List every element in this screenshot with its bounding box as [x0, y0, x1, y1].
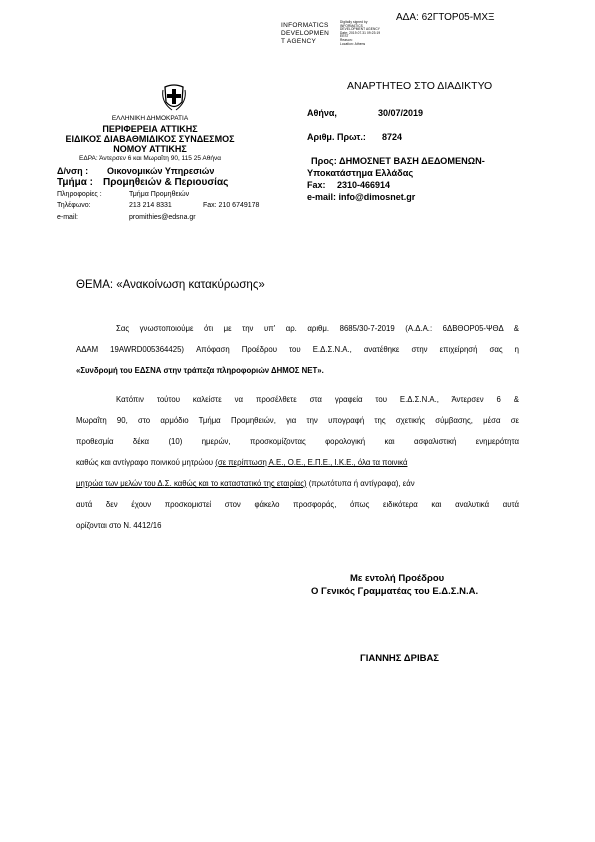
phone-label: Τηλέφωνο: [57, 202, 91, 209]
body-line: Σας γνωστοποιούμε ότι με την υπ' αρ. αριθμ. 8685/30-7-2019 (Α.Δ.Α.: 6ΔΒΘΟΡ05-ΨΘΔ & [116, 324, 519, 333]
email-row [57, 214, 196, 221]
body-line: ορίζονται στο Ν. 4412/16 [76, 521, 162, 530]
signature-detail-line: Reason: [340, 37, 353, 42]
ida-signature-label [281, 22, 329, 46]
organization-name: ΕΙΔΙΚΟΣ ΔΙΑΒΑΘΜΙΔΙΚΟΣ ΣΥΝΔΕΣΜΟΣ [65, 134, 235, 144]
department-label: Τμήμα : [57, 177, 93, 188]
recipient-branch: Υποκατάστημα Ελλάδας [307, 168, 414, 178]
body-line-bold: «Συνδρομή του ΕΔΣΝΑ στην τράπεζα πληροφοριών ΔΗΜΟΣ ΝΕΤ». [76, 366, 324, 375]
protocol-value: 8724 [382, 132, 403, 142]
directorate-value: Οικονομικών Υπηρεσιών [107, 166, 215, 176]
directorate-label: Δ/νση : [57, 166, 89, 176]
body-line: προθεσμία δέκα (10) ημερών, προσκομίζοντας φορολογική και ασφαλιστική ενημερότητα [76, 437, 519, 446]
date-row [307, 108, 424, 118]
recipient-fax-row [307, 180, 391, 190]
department-value: Προμηθειών & Περιουσίας [103, 177, 229, 188]
body-line [76, 452, 519, 473]
recipient-email: e-mail: info@dimosnet.gr [307, 192, 416, 202]
directorate-row [57, 166, 215, 176]
ada-code: ΑΔΑ: 62ΓΤΟΡ05-ΜΧΞ [396, 12, 495, 23]
digital-signature-details [340, 21, 380, 46]
body-text-span: καθώς και αντίγραφο ποινικού μητρώου [76, 458, 216, 467]
info-row [57, 191, 190, 198]
signature-detail-line: Digitally signed by [340, 20, 368, 24]
recipient-fax-label: Fax: [307, 180, 326, 190]
sender-fax: Fax: 210 6749178 [203, 202, 260, 209]
body-line: Μωραΐτη 90, στο αρμόδιο Τμήμα Προμηθειών, για την υπογραφή της σχετικής σύμβασης, μέσα σε [76, 416, 519, 425]
department-row [57, 177, 229, 188]
body-text-span: (πρωτότυπα ή αντίγραφα), εάν [306, 479, 415, 488]
ida-line: DEVELOPMEN [281, 30, 330, 37]
date-label: Αθήνα, [307, 108, 337, 118]
info-label: Πληροφορίες : [57, 191, 102, 198]
region-label: ΠΕΡΙΦΕΡΕΙΑ ΑΤΤΙΚΗΣ [102, 124, 198, 134]
recipient-fax-value: 2310-466914 [337, 180, 391, 190]
email-label: e-mail: [57, 214, 79, 221]
protocol-label: Αριθμ. Πρωτ.: [307, 132, 366, 142]
body-underlined-span: μητρώα των μελών του Δ.Σ. καθώς και το καταστατικό της εταιρίας) [76, 479, 307, 488]
email-value: promithies@edsna.gr [129, 214, 196, 221]
subject-line: ΘΕΜΑ: «Ανακοίνωση κατακύρωσης» [76, 279, 265, 291]
signature-title: Ο Γενικός Γραμματέας του Ε.Δ.Σ.Ν.Α. [311, 586, 479, 597]
signature-detail-line: Date: 2019.07.31 09:23:19 [340, 30, 381, 35]
signature-name: ΓΙΑΝΝΗΣ ΔΡΙΒΑΣ [360, 653, 440, 664]
body-line: Κατόπιν τούτου καλείστε να προσέλθετε στα γραφεία του Ε.Δ.Σ.Ν.Α., Άντερσεν 6 & [116, 395, 519, 404]
signature-detail-line: Location: Athens [340, 41, 366, 46]
body-line: ΑΔΑΜ 19AWRD005364425) Απόφαση Προέδρου του Ε.Δ.Σ.Ν.Α., ανατέθηκε στην επιχείρησή σας η [76, 345, 519, 354]
paragraph-1 [76, 318, 519, 381]
nomos-label: ΝΟΜΟΥ ΑΤΤΙΚΗΣ [113, 144, 187, 154]
paragraph-2 [76, 389, 519, 536]
ida-line: T AGENCY [281, 38, 317, 45]
recipient-line: Προς: ΔΗΜΟΣΝΕΤ ΒΑΣΗ ΔΕΔΟΜΕΝΩΝ- [311, 156, 485, 166]
republic-label: ΕΛΛΗΝΙΚΗ ΔΗΜΟΚΡΑΤΙΑ [111, 115, 189, 122]
date-value: 30/07/2019 [378, 108, 424, 118]
signature-detail-line: EEST [340, 34, 349, 39]
body-line [76, 473, 519, 494]
signature-detail-line: INFORMATICS [340, 23, 363, 28]
protocol-row [307, 132, 403, 142]
signature-detail-line: DEVELOPMENT AGENCY [340, 27, 381, 32]
body-underlined-span: (σε περίπτωση Α.Ε., Ο.Ε., Ε.Π.Ε., Ι.Κ.Ε., όλα τα ποινικά [215, 458, 408, 467]
greek-emblem-icon [162, 84, 186, 112]
ida-line: INFORMATICS [281, 22, 329, 29]
posting-note: ΑΝΑΡΤΗΤΕΟ ΣΤΟ ΔΙΑΔΙΚΤΥΟ [347, 80, 493, 92]
info-value: Τμήμα Προμηθειών [129, 191, 190, 198]
signature-order: Με εντολή Προέδρου [350, 573, 445, 584]
phone-row [57, 202, 260, 209]
body-line: αυτά δεν έχουν προσκομιστεί στον φάκελο προσφοράς, όπως ειδικότερα και αναλυτικά αυτά [76, 500, 519, 509]
sender-address: ΕΔΡΑ: Άντερσεν 6 και Μωραΐτη 90, 115 25 Αθήνα [79, 155, 221, 162]
phone-value: 213 214 8331 [129, 202, 172, 209]
